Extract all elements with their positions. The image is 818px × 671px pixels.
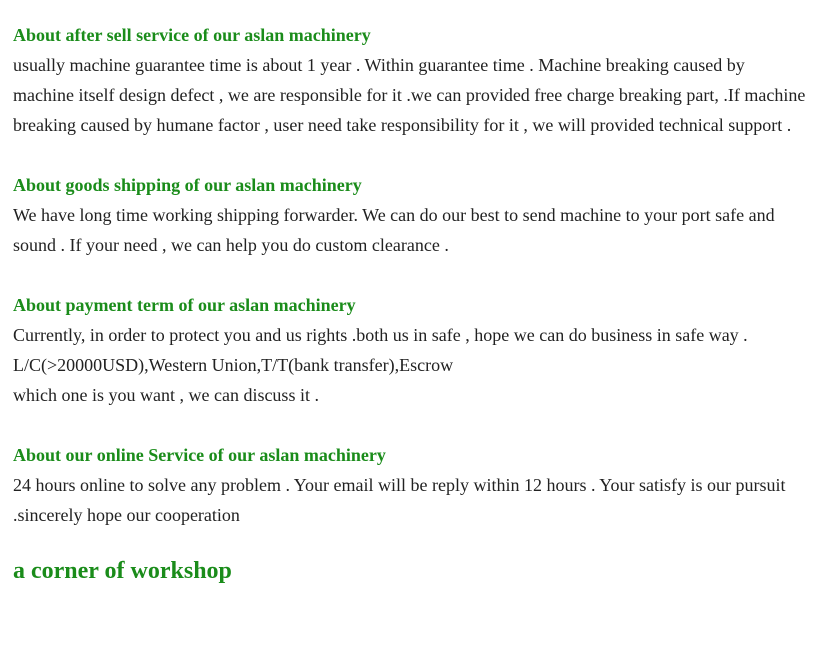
section-paragraph: We have long time working shipping forwarder. We can do our best to send machine to your port safe and sound . If your need , we can help you do custom clearance .	[13, 205, 775, 255]
section-heading: About our online Service of our aslan machinery	[13, 445, 386, 465]
section-goods-shipping	[13, 170, 809, 260]
section-after-sell-service	[13, 20, 809, 140]
workshop-heading: a corner of workshop	[13, 558, 232, 584]
section-paragraph: 24 hours online to solve any problem . Your email will be reply within 12 hours . Your satisfy is our pursuit .sincerely hope our cooperation	[13, 475, 786, 525]
section-paragraph: usually machine guarantee time is about 1 year . Within guarantee time . Machine breaking caused by machine itself design defect , we are responsible for it .we can provided free charge breaking part, .If machine breaking caused by humane factor , user need take responsibility for it , we will provided technical support .	[13, 55, 806, 135]
section-payment-term	[13, 290, 809, 410]
payment-methods-line: L/C(>20000USD),Western Union,T/T(bank transfer),Escrow	[13, 355, 454, 375]
section-paragraph: Currently, in order to protect you and us rights .both us in safe , hope we can do business in safe way .	[13, 325, 748, 345]
section-online-service	[13, 440, 809, 530]
section-paragraph: which one is you want , we can discuss it .	[13, 385, 319, 405]
section-heading: About goods shipping of our aslan machinery	[13, 175, 362, 195]
section-heading: About after sell service of our aslan machinery	[13, 25, 371, 45]
document-body	[13, 20, 809, 588]
section-heading: About payment term of our aslan machinery	[13, 295, 356, 315]
